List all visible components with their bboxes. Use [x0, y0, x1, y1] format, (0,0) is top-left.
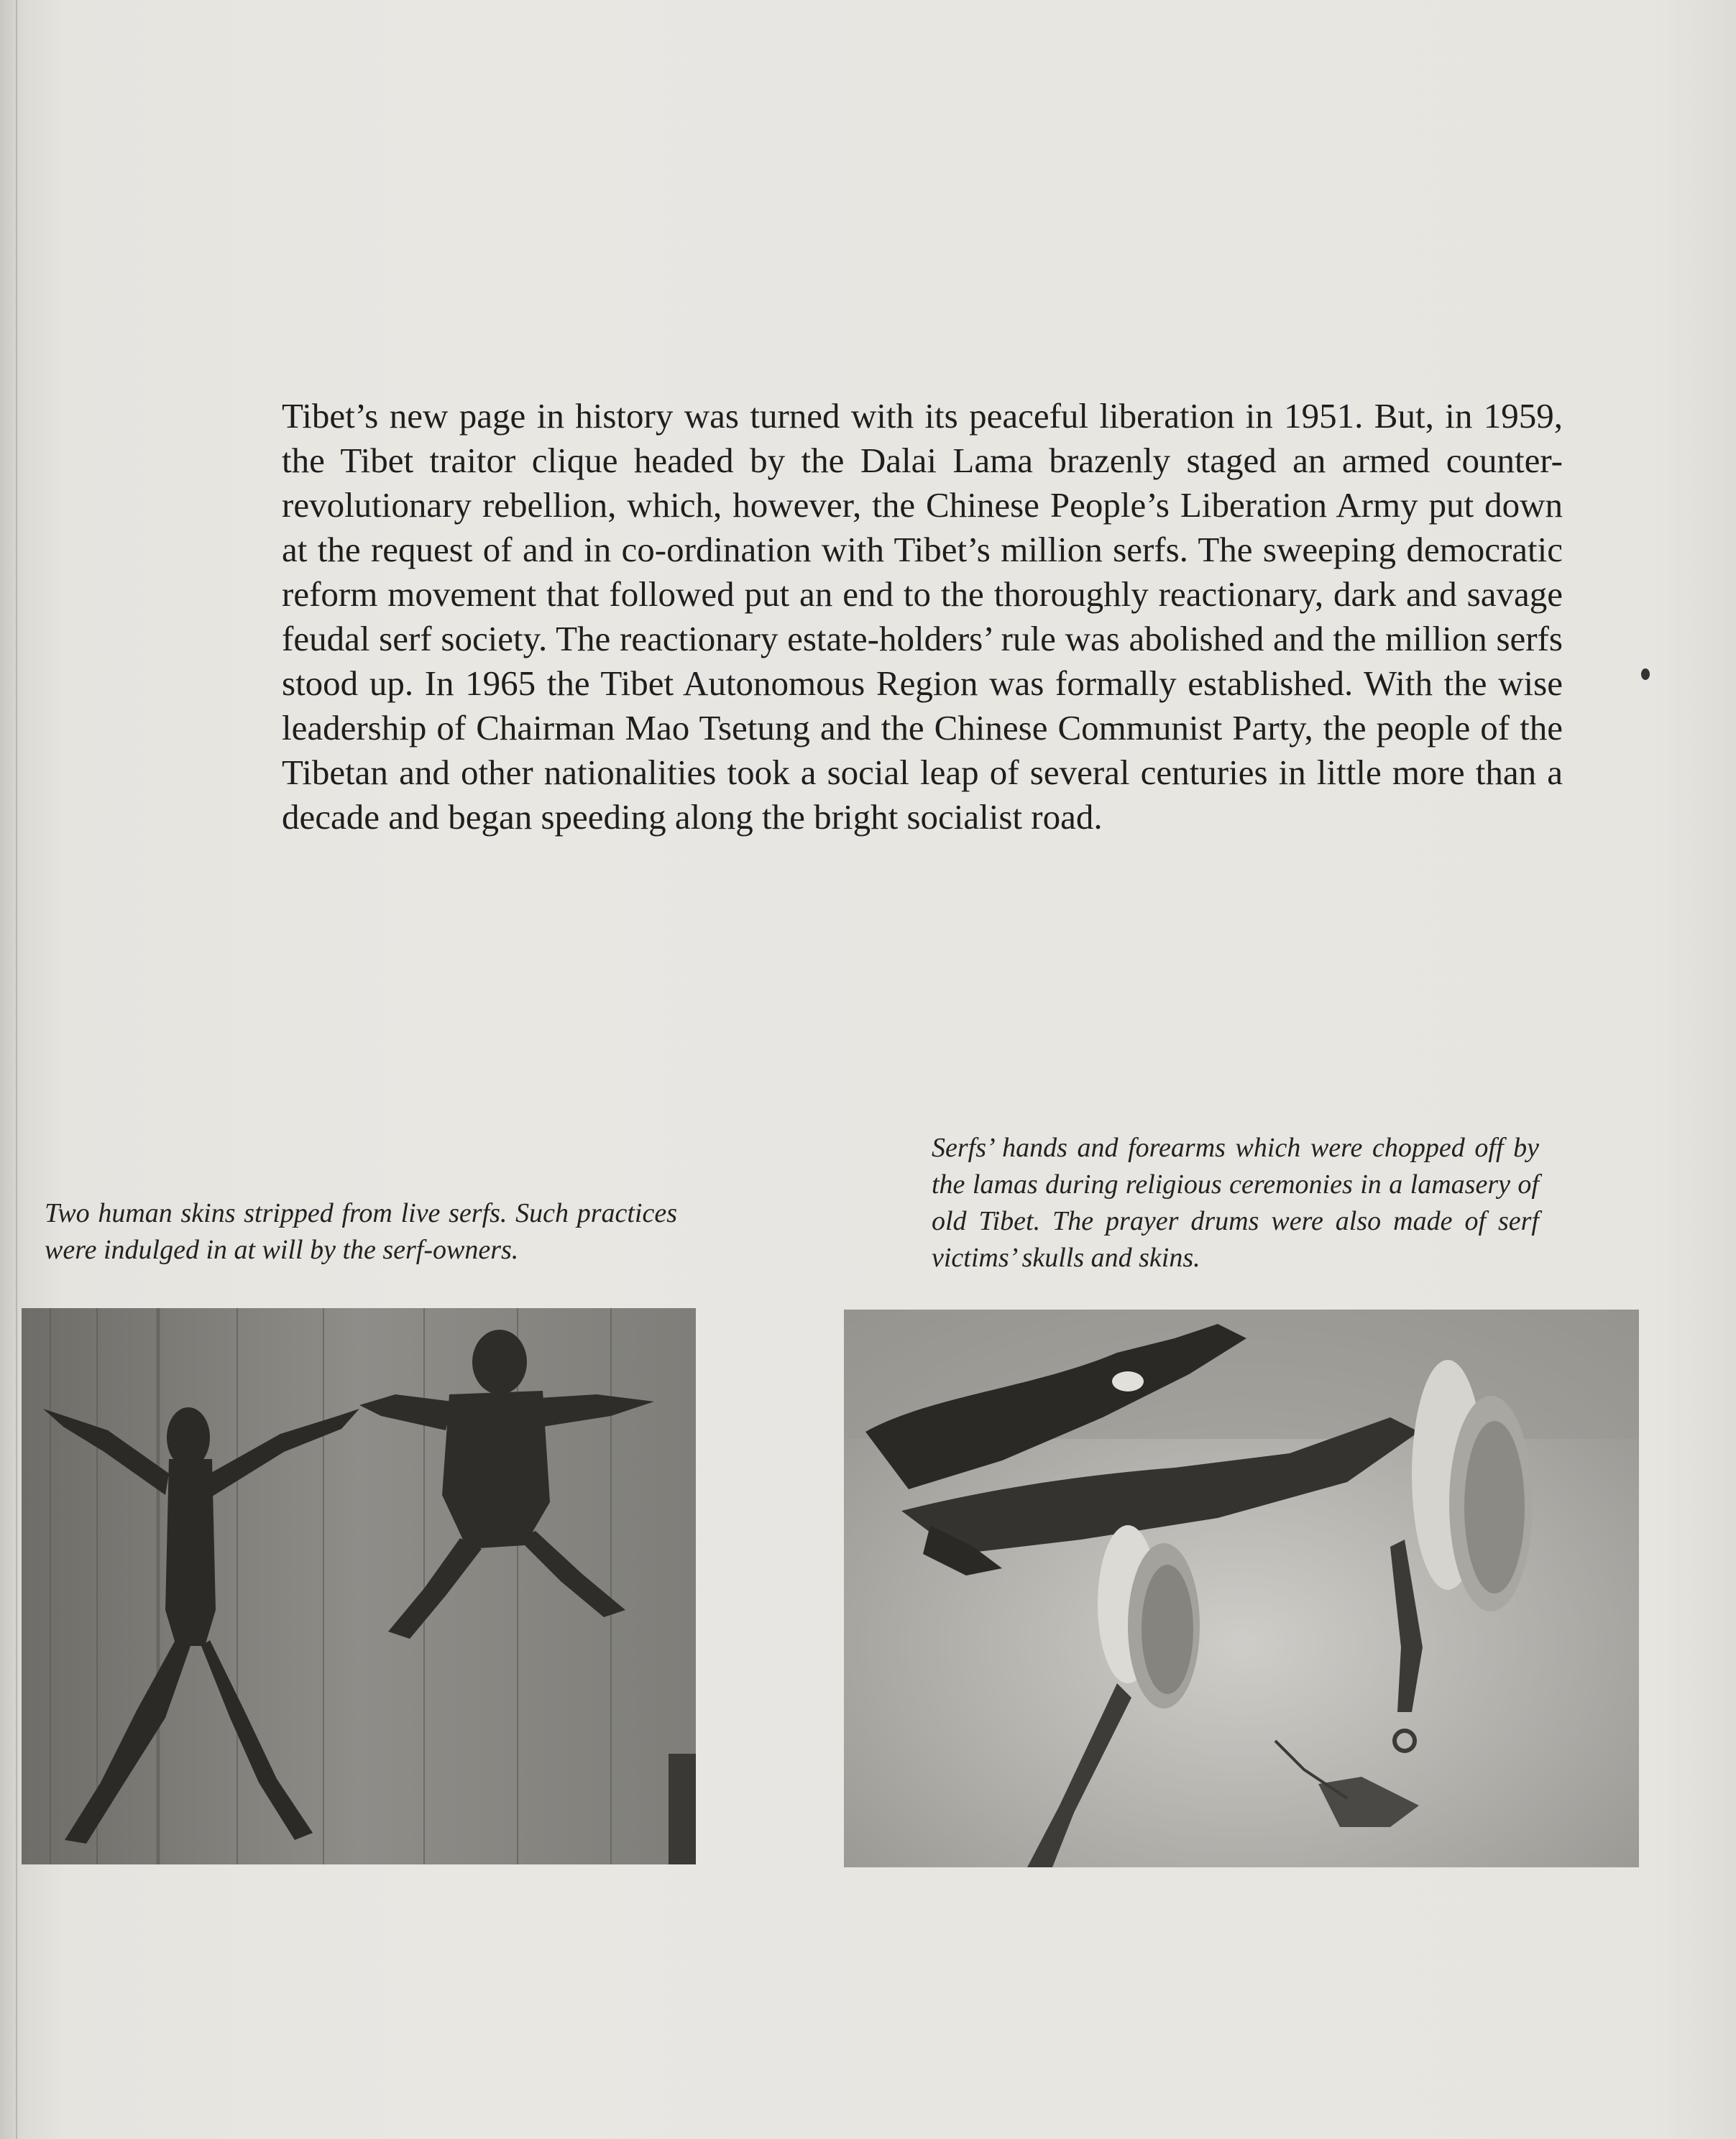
caption-left: Two human skins stripped from live serfs. Such practices were indulged in at will by the serf-owners.: [45, 1198, 677, 1265]
paper-speck: [1641, 668, 1650, 680]
body-paragraph: Tibet’s new page in history was turned with its peaceful liberation in 1951. But, in 1959, the Tibet traitor clique headed by the Dalai Lama brazenly staged an armed counter-revolutionary rebellion, which, however, the Chinese People’s Liberation Army put down at the request of and in co-ordination with Tibet’s million serfs. The sweeping democratic reform movement that followed put an end to the thoroughly reactionary, dark and savage feudal serf society. The reactionary estate-holders’ rule was abolished and the million serfs stood up. In 1965 the Tibet Autonomous Region was formally established. With the wise leadership of Chairman Mao Tsetung and the Chinese Communist Party, the people of the Tibetan and other nationalities took a social leap of several centuries in little more than a decade and began speeding along the bright socialist road.: [282, 396, 1563, 837]
binding-edge: [16, 0, 17, 2139]
photo-forearms-prayer-drums-image: [844, 1310, 1639, 1867]
photo-human-skins-image: [22, 1308, 696, 1864]
photo-forearms-prayer-drums: [844, 1310, 1639, 1867]
photo-human-skins: [22, 1308, 696, 1864]
caption-right: Serfs’ hands and forearms which were chopped off by the lamas during religious ceremonies in a lamasery of old Tibet. The prayer drums were also made of serf victims’ skulls and skins.: [932, 1133, 1539, 1273]
